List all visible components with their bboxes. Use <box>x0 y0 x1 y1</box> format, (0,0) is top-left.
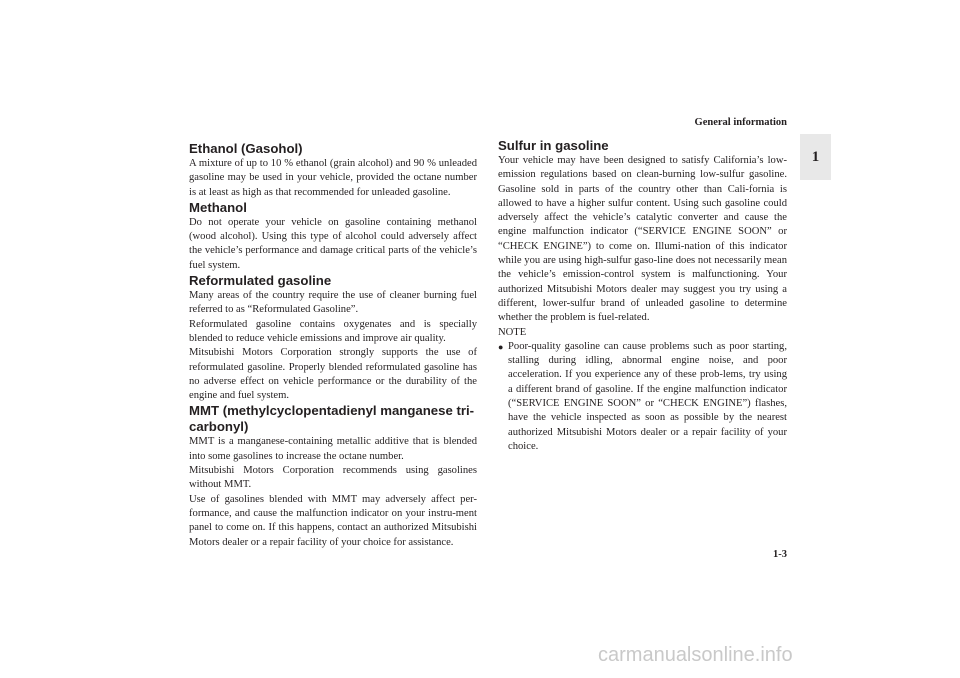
section-paragraph: Mitsubishi Motors Corporation recommends using gasolines without MMT. <box>189 465 477 491</box>
left-column <box>189 141 477 550</box>
note-item <box>498 340 787 454</box>
note-block <box>498 326 787 455</box>
section-paragraph: Your vehicle may have been designed to satisfy California’s low-emission regulations based on clean-burning low-sulfur gasoline. Gasoline sold in parts of the country other than Cali-fornia is allowed to have a higher sulfur content. Using such gasoline could adversely affect the vehicle’s catalytic converter and cause the engine malfunction indicator (“SERVICE ENGINE SOON” or “CHECK ENGINE”) to come on. Illumi-nation of this indicator while you are using high-sulfur gaso-line does not necessarily mean the vehicle’s emission-control system is malfunctioning. Your authorized Mitsubishi Motors dealer may suggest you try using a different, lower-sulfur brand of unleaded gasoline to determine whether the problem is fuel-related. <box>498 155 787 324</box>
section-ethanol <box>189 141 477 200</box>
section-heading: Methanol <box>189 199 247 215</box>
watermark-text: carmanualsonline.info <box>598 644 793 666</box>
section-heading: Ethanol (Gasohol) <box>189 141 303 156</box>
section-paragraph: Use of gasolines blended with MMT may adversely affect per-formance, and cause the malfunction indicator on your instru-ment panel to come on. If this happens, contact an authorized Mitsubishi Motors dealer or a repair facility of your choice for assistance. <box>189 493 477 548</box>
note-label: NOTE <box>498 326 527 338</box>
bullet-icon: ● <box>498 341 504 352</box>
section-sulfur <box>498 138 787 326</box>
section-heading: MMT (methylcyclopentadienyl manganese tri-carbonyl) <box>189 403 475 435</box>
section-paragraph: A mixture of up to 10 % ethanol (grain alcohol) and 90 % unleaded gasoline may be used in your vehicle, provided the octane number is at least as high as that recommended for unleaded gasoline. <box>189 158 477 198</box>
section-heading: Sulfur in gasoline <box>498 138 609 153</box>
section-reformulated-gasoline <box>189 273 477 403</box>
section-heading: Reformulated gasoline <box>189 273 332 289</box>
section-mmt <box>189 403 477 549</box>
section-paragraph: Mitsubishi Motors Corporation strongly supports the use of reformulated gasoline. Properly blended reformulated gasoline has no adverse effect on vehicle performance or the durability of the engine and fuel system. <box>189 347 477 402</box>
page-number: 1-3 <box>773 549 787 560</box>
chapter-tab <box>800 134 831 180</box>
section-paragraph: Many areas of the country require the use of cleaner burning fuel referred to as “Reformulated Gasoline”. <box>189 290 477 316</box>
chapter-number: 1 <box>811 148 820 165</box>
section-methanol <box>189 200 477 273</box>
note-text: Poor-quality gasoline can cause problems such as poor starting, stalling during idling, abnormal engine noise, and poor acceleration. If you experience any of these prob-lems, try using a different brand of gasoline. If the engine malfunction indicator (“SERVICE ENGINE SOON” or “CHECK ENGINE”) flashes, have the vehicle inspected as soon as possible by the nearest authorized Mitsubishi Motors dealer or a repair facility of your choice. <box>508 340 787 452</box>
running-header: General information <box>694 117 787 128</box>
section-paragraph: MMT is a manganese-containing metallic additive that is blended into some gasolines to increase the octane number. <box>189 436 477 462</box>
section-paragraph: Do not operate your vehicle on gasoline containing methanol (wood alcohol). Using this type of alcohol could adversely affect the vehicle’s performance and damage critical parts of the vehicle’s fuel system. <box>189 216 477 271</box>
section-paragraph: Reformulated gasoline contains oxygenates and is specially blended to reduce vehicle emissions and improve air quality. <box>189 318 477 344</box>
right-column <box>498 138 787 454</box>
